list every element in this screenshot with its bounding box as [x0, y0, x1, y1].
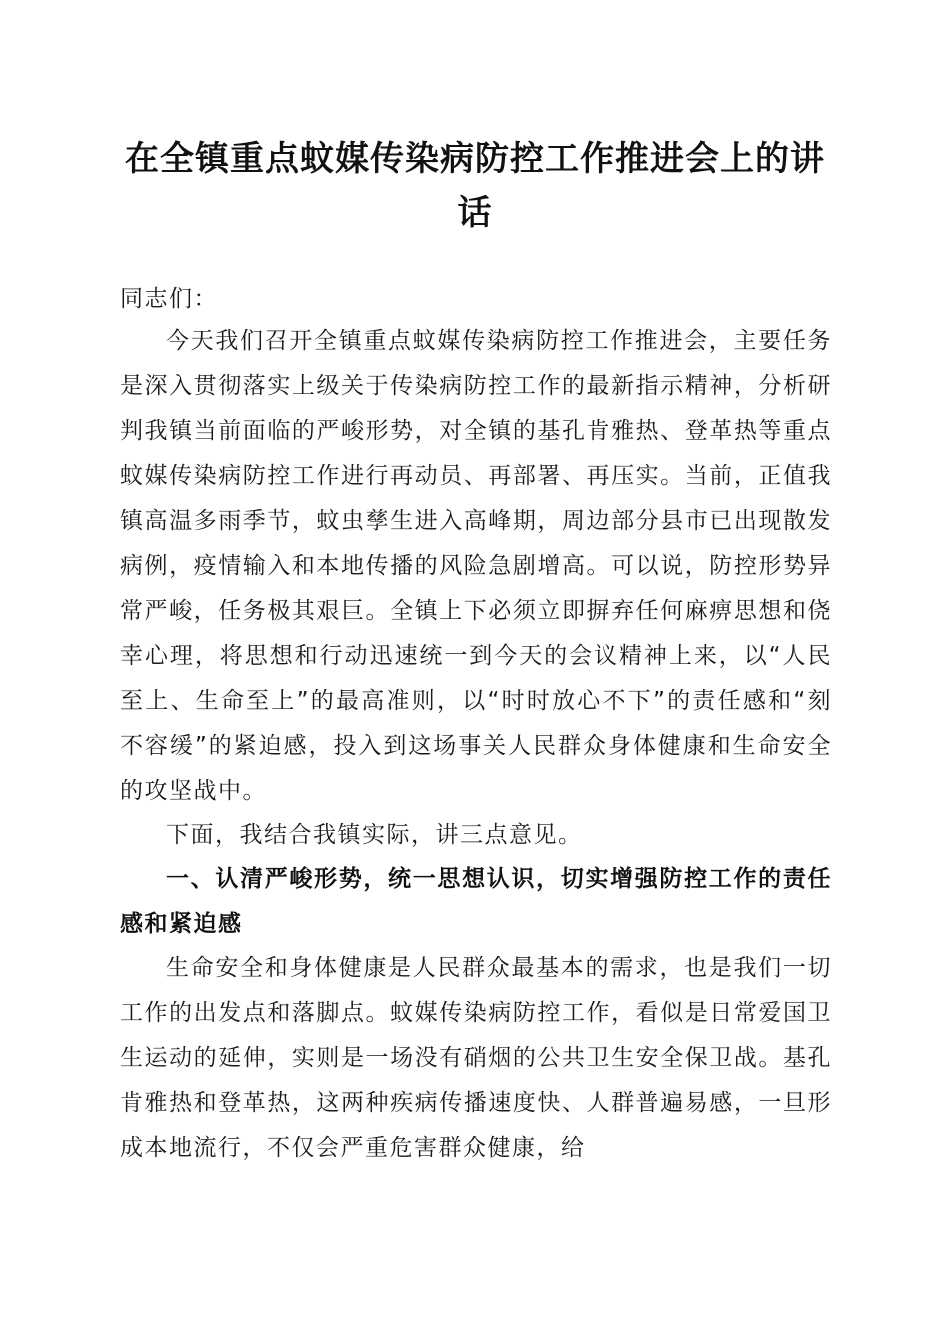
transition-paragraph: 下面，我结合我镇实际，讲三点意见。: [166, 822, 583, 848]
intro-paragraph: 今天我们召开全镇重点蚊媒传染病防控工作推进会，主要任务是深入贯彻落实上级关于传染病防控工作的最新指示精神，分析研判我镇当前面临的严峻形势，对全镇的基孔肯雅热、登革热等重点蚊媒传染病防控工作进行再动员、再部署、再压实。当前，正值我镇高温多雨季节，蚊虫孳生进入高峰期，周边部分县市已出现散发病例，疫情输入和本地传播的风险急剧增高。可以说，防控形势异常严峻，任务极其艰巨。全镇上下必须立即摒弃任何麻痹思想和侥幸心理，将思想和行动迅速统一到今天的会议精神上来，以“人民至上、生命至上”的最高准则，以“时时放心不下”的责任感和“刻不容缓”的紧迫感，投入到这场事关人民群众身体健康和生命安全的攻坚战中。: [120, 328, 832, 804]
section-paragraph: 生命安全和身体健康是人民群众最基本的需求，也是我们一切工作的出发点和落脚点。蚊媒传染病防控工作，看似是日常爱国卫生运动的延伸，实则是一场没有硝烟的公共卫生安全保卫战。基孔肯雅热和登革热，这两种疾病传播速度快、人群普遍易感，一旦形成本地流行，不仅会严重危害群众健康，给: [120, 955, 832, 1161]
document-title: 在全镇重点蚊媒传染病防控工作推进会上的讲话: [125, 139, 825, 233]
salutation: 同志们：: [120, 286, 218, 312]
section-heading: 一、认清严峻形势，统一思想认识，切实增强防控工作的责任感和紧迫感: [120, 866, 832, 937]
